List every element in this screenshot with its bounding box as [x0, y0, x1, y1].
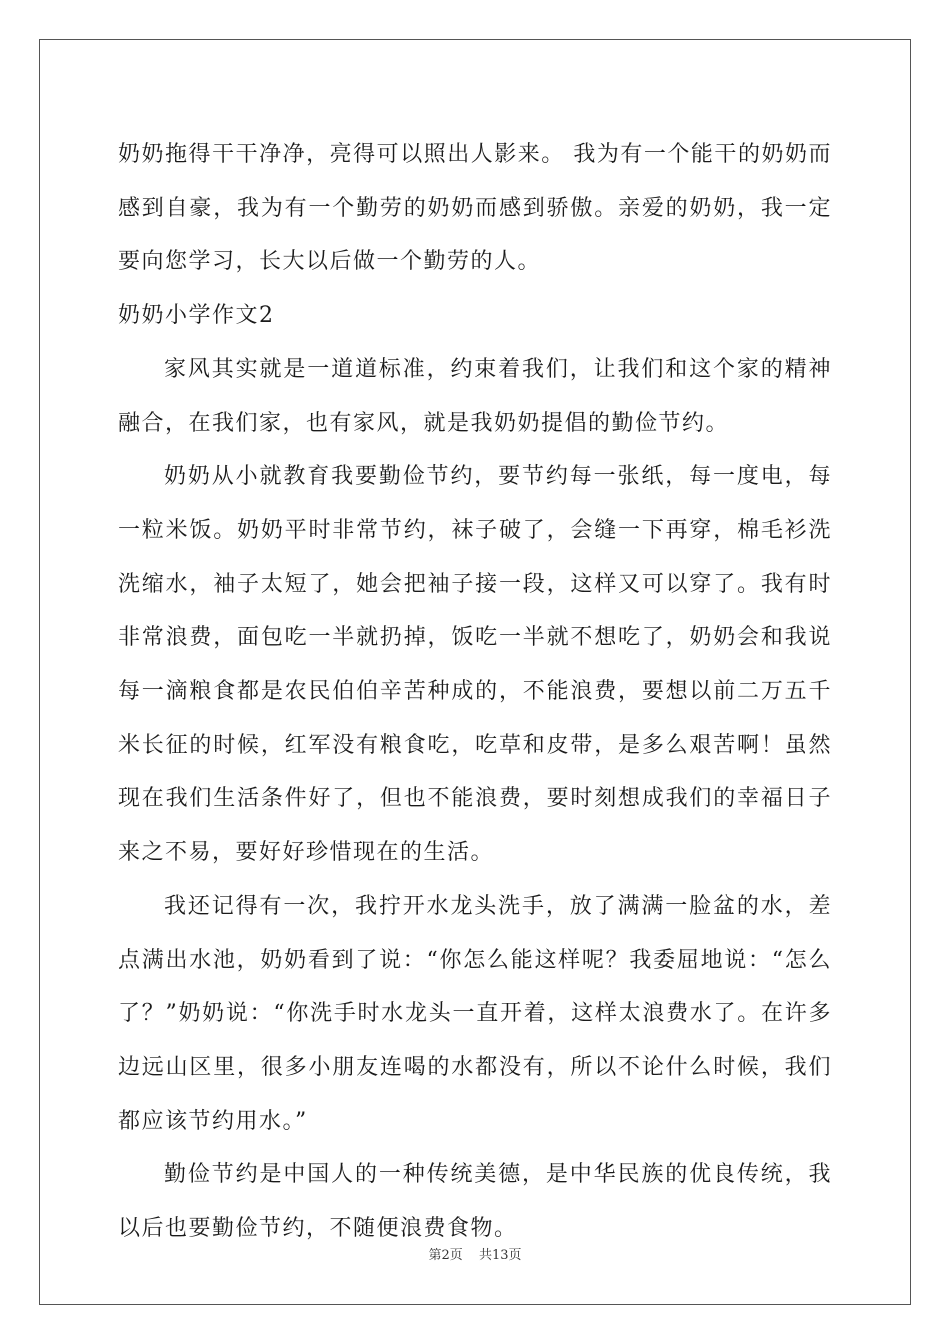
page-total: 共13页: [478, 1248, 522, 1263]
section-heading: 奶奶小学作文2: [118, 303, 275, 329]
paragraph: 我还记得有一次，我拧开水龙头洗手，放了满满一脸盆的水，差点满出水池，奶奶看到了说：“你怎么能这样呢？我委屈地说：“怎么了？”奶奶说：“你洗手时水龙头一直开着，这样太浪费水了。在许多边远山区里，很多小朋友连喝的水都没有，所以不论什么时候，我们都应该节约用水。”: [118, 893, 832, 1134]
paragraph-continued: 奶奶拖得干干净净，亮得可以照出人影来。 我为有一个能干的奶奶而感到自豪，我为有一个勤劳的奶奶而感到骄傲。亲爱的奶奶，我一定要向您学习，长大以后做一个勤劳的人。: [118, 142, 832, 275]
document-body: [118, 128, 832, 1256]
paragraph: 奶奶从小就教育我要勤俭节约，要节约每一张纸，每一度电，每一粒米饭。奶奶平时非常节约，袜子破了，会缝一下再穿，棉毛衫洗洗缩水，袖子太短了，她会把袖子接一段，这样又可以穿了。我有时非常浪费，面包吃一半就扔掉，饭吃一半就不想吃了，奶奶会和我说每一滴粮食都是农民伯伯辛苦种成的，不能浪费，要想以前二万五千米长征的时候，红军没有粮食吃，吃草和皮带，是多么艰苦啊！虽然现在我们生活条件好了，但也不能浪费，要时刻想成我们的幸福日子来之不易，要好好珍惜现在的生活。: [118, 464, 832, 866]
paragraph: 家风其实就是一道道标准，约束着我们，让我们和这个家的精神融合，在我们家，也有家风，就是我奶奶提倡的勤俭节约。: [118, 356, 832, 436]
page-number: 第2页: [428, 1248, 463, 1263]
paragraph: 勤俭节约是中国人的一种传统美德，是中华民族的优良传统，我以后也要勤俭节约，不随便浪费食物。: [118, 1162, 832, 1242]
page-footer: [0, 1244, 950, 1263]
